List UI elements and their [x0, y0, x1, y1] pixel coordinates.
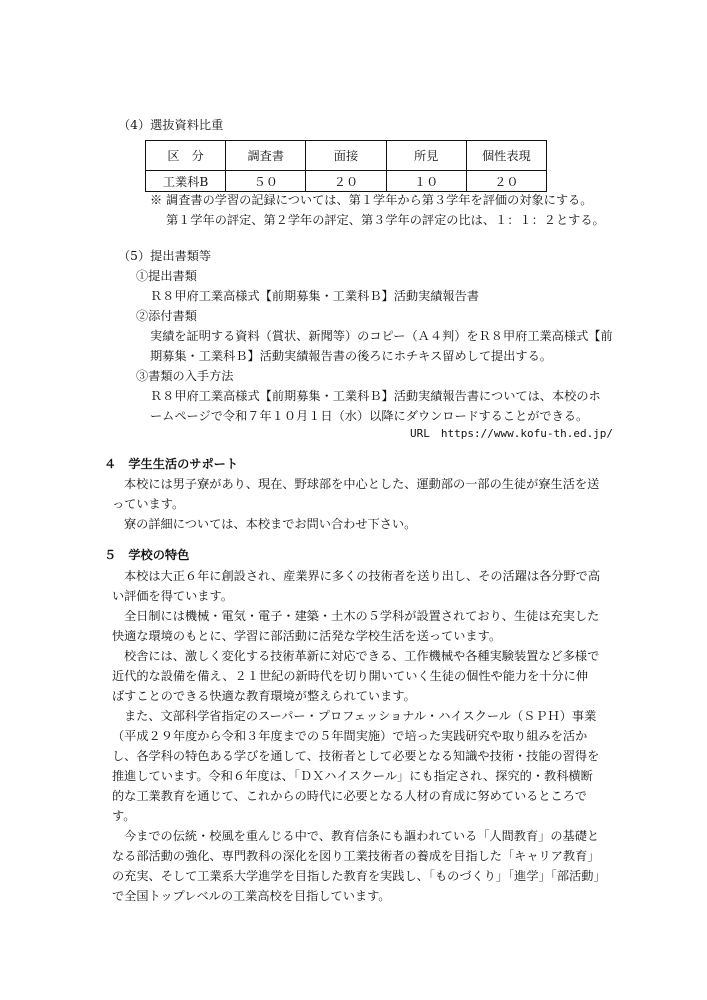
paragraph-line: 快適な環境のもとに、学習に部活動に活発な学校生活を送っています。	[112, 629, 502, 643]
paragraph-line: っています。	[112, 497, 185, 511]
note-line: ※ 調査書の学習の記録については、第１学年から第３学年を評価の対象にする。	[150, 193, 593, 207]
table-header-cell: 調査書	[226, 141, 306, 171]
item-title: ③書類の入手方法	[136, 369, 234, 383]
paragraph-line: し、各学科の特色ある学びを通して、技術者として必要となる知識や技術・技能の習得を	[112, 749, 600, 763]
table-header-cell: 区 分	[146, 141, 226, 171]
paragraph-line: 本校には男子寮があり、現在、野球部を中心とした、運動部の一部の生徒が寮生活を送	[124, 477, 600, 491]
paragraph-line: で全国トップレベルの工業高校を目指しています。	[112, 889, 391, 903]
table-header-cell: 個性表現	[466, 141, 546, 171]
table-cell: １０	[386, 171, 466, 192]
subsection-5-heading: （5）提出書類等	[118, 249, 212, 263]
note-line: 第１学年の評定、第２学年の評定、第３学年の評定の比は、１：１：２とする。	[166, 213, 605, 227]
paragraph-line: 全日制には機械・電気・電子・建築・土木の５学科が設置されており、生徒は充実した	[124, 609, 600, 623]
paragraph-line: 的な工業教育を通じて、これからの時代に必要となる人材の育成に努めているところで	[112, 789, 587, 803]
item-title: ①提出書類	[136, 269, 197, 283]
paragraph-line: （平成２９年度から令和３年度までの５年間実施）で培った実践研究や取り組みを活か	[112, 729, 588, 743]
paragraph-line: 校舎には、激しく変化する技術革新に対応できる、工作機械や各種実験装置など多様で	[124, 649, 600, 663]
item-body: 実績を証明する資料（賞状、新聞等）のコピー（Ａ４判）をＲ８甲府工業高様式【前	[150, 329, 613, 343]
item-body: Ｒ８甲府工業高様式【前期募集・工業科Ｂ】活動実績報告書	[150, 289, 480, 303]
paragraph-line: 近代的な設備を備え、２１世紀の新時代を切り開いていく生徒の個性や能力を十分に伸	[112, 669, 589, 683]
table-cell: ５０	[226, 171, 306, 192]
paragraph-line: 推進しています。令和６年度は、「ＤＸハイスクール」にも指定され、探究的・教科横断	[112, 769, 593, 783]
item-title: ②添付書類	[136, 309, 197, 323]
paragraph-line: 本校は大正６年に創設され、産業界に多くの技術者を送り出し、その活躍は各分野で高	[124, 569, 601, 583]
table-header-cell: 所見	[386, 141, 466, 171]
item-body: ームページで令和７年１０月１日（水）以降にダウンロードすることができる。	[150, 409, 589, 423]
item-body: 期募集・工業科Ｂ】活動実績報告書の後ろにホチキス留めして提出する。	[150, 349, 552, 363]
paragraph-line: また、文部科学省指定のスーパー・プロフェッショナル・ハイスクール（ＳＰＨ）事業	[124, 709, 597, 723]
table-cell: ２０	[306, 171, 386, 192]
section-4-heading: ４ 学生生活のサポート	[104, 457, 239, 471]
table-cell: 工業科B	[146, 171, 226, 192]
school-url: URL https://www.kofu-th.ed.jp/	[410, 427, 614, 440]
paragraph-line: 寮の詳細については、本校までお問い合わせ下さい。	[124, 517, 417, 531]
selection-weight-table	[145, 140, 547, 192]
paragraph-line: なる部活動の強化、専門教科の深化を図り工業技術者の養成を目指した「キャリア教育」	[112, 849, 600, 863]
table-header-row	[146, 141, 547, 171]
table-row	[146, 171, 547, 192]
paragraph-line: い評価を得ています。	[112, 589, 233, 603]
paragraph-line: ばすことのできる快適な教育環境が整えられています。	[112, 689, 416, 703]
paragraph-line: 今までの伝統・校風を重んじる中で、教育信条にも謳われている「人間教育」の基礎と	[124, 829, 600, 843]
paragraph-line: の充実、そして工業系大学進学を目指した教育を実践し、「ものづくり」「進学」「部活動」	[112, 869, 606, 883]
paragraph-line: す。	[112, 809, 136, 823]
table-header-cell: 面接	[306, 141, 386, 171]
table-cell: ２０	[466, 171, 546, 192]
item-body: Ｒ８甲府工業高様式【前期募集・工業科Ｂ】活動実績報告書については、本校のホ	[150, 389, 601, 403]
subsection-4-heading: （4）選抜資料比重	[118, 118, 224, 132]
section-5-heading: ５ 学校の特色	[104, 548, 190, 562]
